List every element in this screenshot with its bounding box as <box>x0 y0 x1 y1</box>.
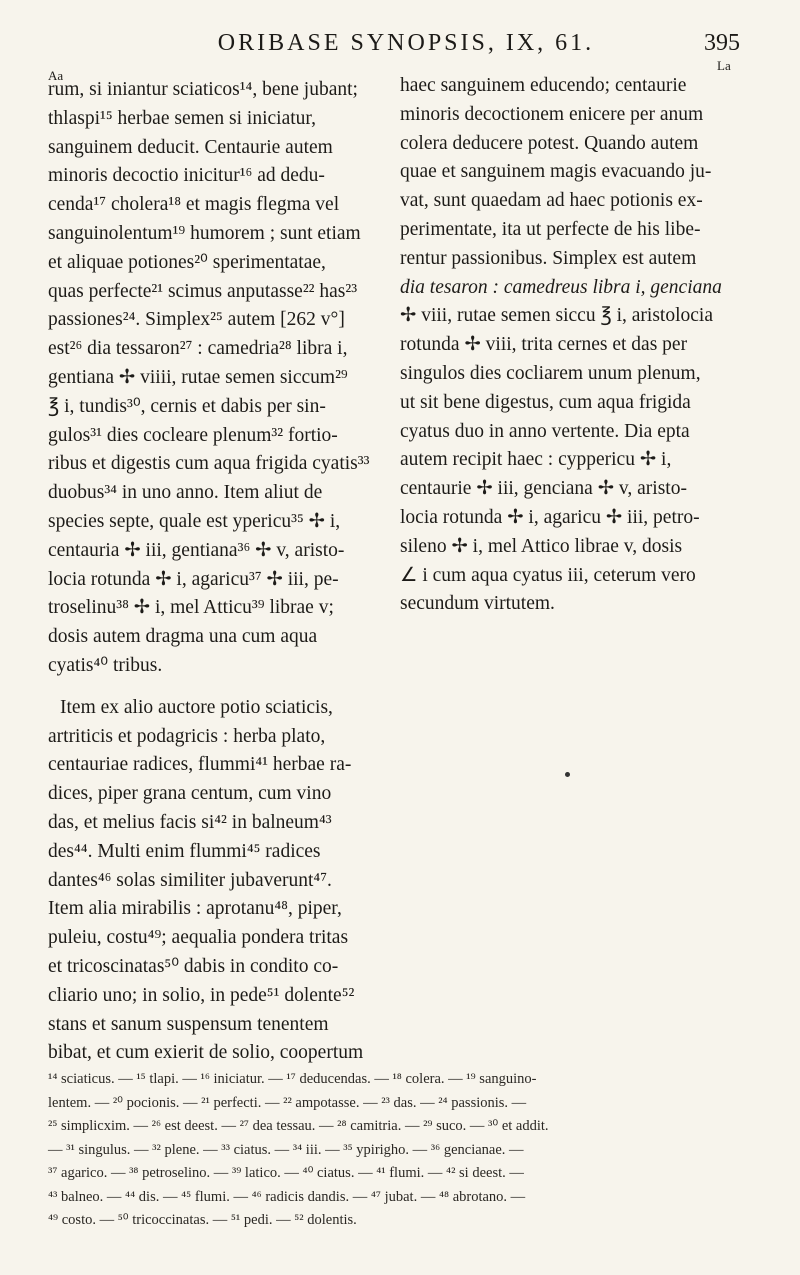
page-number: 395 <box>704 30 740 56</box>
left-column <box>48 76 383 1068</box>
text-line: gentiana ✢ viiii, rutae semen siccum²⁹ <box>48 366 348 388</box>
text-line: puleiu, costu⁴⁹; aequalia pondera tritas <box>48 927 349 949</box>
text-line: minoris decoctio inicitur¹⁶ ad dedu- <box>48 165 325 187</box>
text-line: quas perfecte²¹ scimus anputasse²² has²³ <box>48 280 358 302</box>
text-line: singulos dies cocliarem unum plenum, <box>400 362 701 384</box>
text-line: ℥ i, tundis³⁰, cernis et dabis per sin- <box>48 395 326 417</box>
text-line: ribus et digestis cum aqua frigida cyatis³³ <box>48 453 370 475</box>
text-line: centaurie ✢ iii, genciana ✢ v, aristo- <box>400 478 687 500</box>
text-line: Item alia mirabilis : aprotanu⁴⁸, piper, <box>48 898 342 920</box>
text-line: bibat, et cum exierit de solio, coopertum <box>48 1042 364 1064</box>
text-line: dosis autem dragma una cum aqua <box>48 626 318 648</box>
text-line: das, et melius facis si⁴² in balneum⁴³ <box>48 811 332 833</box>
text-line: centauria ✢ iii, gentiana³⁶ ✢ v, aristo- <box>48 539 345 561</box>
text-line: minoris decoctionem enicere per anum <box>400 103 704 125</box>
text-line: locia rotunda ✢ i, agaricu³⁷ ✢ iii, pe- <box>48 568 339 590</box>
text-line: rotunda ✢ viii, trita cernes et das per <box>400 334 688 356</box>
text-line: duobus³⁴ in uno anno. Item aliut de <box>48 482 323 504</box>
text-line: thlaspi¹⁵ herbae semen si iniciatur, <box>48 107 316 129</box>
footnote-line: ²⁵ simplicxim. — ²⁶ est deest. — ²⁷ dea tessau. — ²⁸ camitria. — ²⁹ suco. — ³⁰ et addit. <box>48 1118 549 1134</box>
footnote-line: lentem. — ²⁰ pocionis. — ²¹ perfecti. — ²² ampotasse. — ²³ das. — ²⁴ passionis. — <box>48 1094 527 1111</box>
right-column <box>400 72 738 619</box>
text-line: sanguinem deducit. Centaurie autem <box>48 136 333 158</box>
critical-apparatus <box>48 1068 743 1233</box>
text-line: quae et sanguinem magis evacuando ju- <box>400 161 712 183</box>
running-title: ORIBASE SYNOPSIS, IX, 61. <box>217 30 595 56</box>
text-line: autem recipit haec : cyppericu ✢ i, <box>400 449 672 471</box>
text-line: rum, si iniantur sciaticos¹⁴, bene jubant; <box>48 79 358 100</box>
text-line: sileno ✢ i, mel Attico librae v, dosis <box>400 535 683 557</box>
text-line: stans et sanum suspensum tenentem <box>48 1013 329 1035</box>
text-line: artriticis et podagricis : herba plato, <box>48 725 326 747</box>
text-line: et aliquae potiones²⁰ sperimentatae, <box>48 251 326 273</box>
text-line: sanguinolentum¹⁹ humorem ; sunt etiam <box>48 222 361 244</box>
text-line: cyatus duo in anno vertente. Dia epta <box>400 420 690 442</box>
manuscript-siglum-right: La <box>717 58 731 73</box>
text-line: dices, piper grana centum, cum vino <box>48 783 332 805</box>
text-line: ut sit bene digestus, cum aqua frigida <box>400 391 691 413</box>
text-line: colera deducere potest. Quando autem <box>400 132 699 154</box>
left-paragraph-2 <box>48 694 383 1068</box>
text-line: est²⁶ dia tessaron²⁷ : camedria²⁸ libra i, <box>48 338 348 360</box>
footnote-line: ¹⁴ sciaticus. — ¹⁵ tlapi. — ¹⁶ iniciatur. — ¹⁷ deducendas. — ¹⁸ colera. — ¹⁹ sanguino- <box>48 1071 537 1087</box>
text-line: centauriae radices, flummi⁴¹ herbae ra- <box>48 754 352 776</box>
left-paragraph-1 <box>48 76 383 681</box>
manuscript-siglum-left: Aa <box>48 68 64 83</box>
footnote-line: — ³¹ singulus. — ³² plene. — ³³ ciatus. — ³⁴ iii. — ³⁵ ypirigho. — ³⁶ gencianae. — <box>48 1141 524 1158</box>
text-line: species septe, quale est ypericu³⁵ ✢ i, <box>48 510 341 532</box>
text-line: Item ex alio auctore potio sciaticis, <box>60 696 333 718</box>
text-line: ∠ i cum aqua cyatus iii, ceterum vero <box>400 564 696 586</box>
text-line: cliario uno; in solio, in pede⁵¹ dolente⁵² <box>48 984 355 1006</box>
text-line: dia tesaron : camedreus libra i, genciana <box>400 276 722 298</box>
footnote-line: ³⁷ agarico. — ³⁸ petroselino. — ³⁹ latico. — ⁴⁰ ciatus. — ⁴¹ flumi. — ⁴² si deest. — <box>48 1165 524 1181</box>
text-line: perimentate, ita ut perfecte de his libe- <box>400 218 701 240</box>
text-line: vat, sunt quaedam ad haec potionis ex- <box>400 190 703 212</box>
footnote-line: ⁴⁹ costo. — ⁵⁰ tricoccinatas. — ⁵¹ pedi. — ⁵² dolentis. <box>48 1212 357 1228</box>
text-line: et tricoscinatas⁵⁰ dabis in condito co- <box>48 955 339 977</box>
text-line: cyatis⁴⁰ tribus. <box>48 654 163 676</box>
text-line: dantes⁴⁶ solas similiter jubaverunt⁴⁷. <box>48 869 332 891</box>
footnote-line: ⁴³ balneo. — ⁴⁴ dis. — ⁴⁵ flumi. — ⁴⁶ radicis dandis. — ⁴⁷ jubat. — ⁴⁸ abrotano. — <box>48 1188 526 1205</box>
text-line: cenda¹⁷ cholera¹⁸ et magis flegma vel <box>48 194 340 216</box>
text-line: haec sanguinem educendo; centaurie <box>400 75 687 96</box>
text-line: gulos³¹ dies cocleare plenum³² fortio- <box>48 424 338 446</box>
ink-spot <box>565 772 570 777</box>
text-line: locia rotunda ✢ i, agaricu ✢ iii, petro- <box>400 506 700 528</box>
text-line: rentur passionibus. Simplex est autem <box>400 247 697 269</box>
text-line: troselinu³⁸ ✢ i, mel Atticu³⁹ librae v; <box>48 597 334 619</box>
text-line: passiones²⁴. Simplex²⁵ autem [262 v°] <box>48 309 345 331</box>
text-line: ✢ viii, rutae semen siccu ℥ i, aristolocia <box>400 305 713 327</box>
text-line: secundum virtutem. <box>400 593 555 615</box>
paragraph-gap <box>48 681 383 694</box>
text-line: des⁴⁴. Multi enim flummi⁴⁵ radices <box>48 840 321 862</box>
